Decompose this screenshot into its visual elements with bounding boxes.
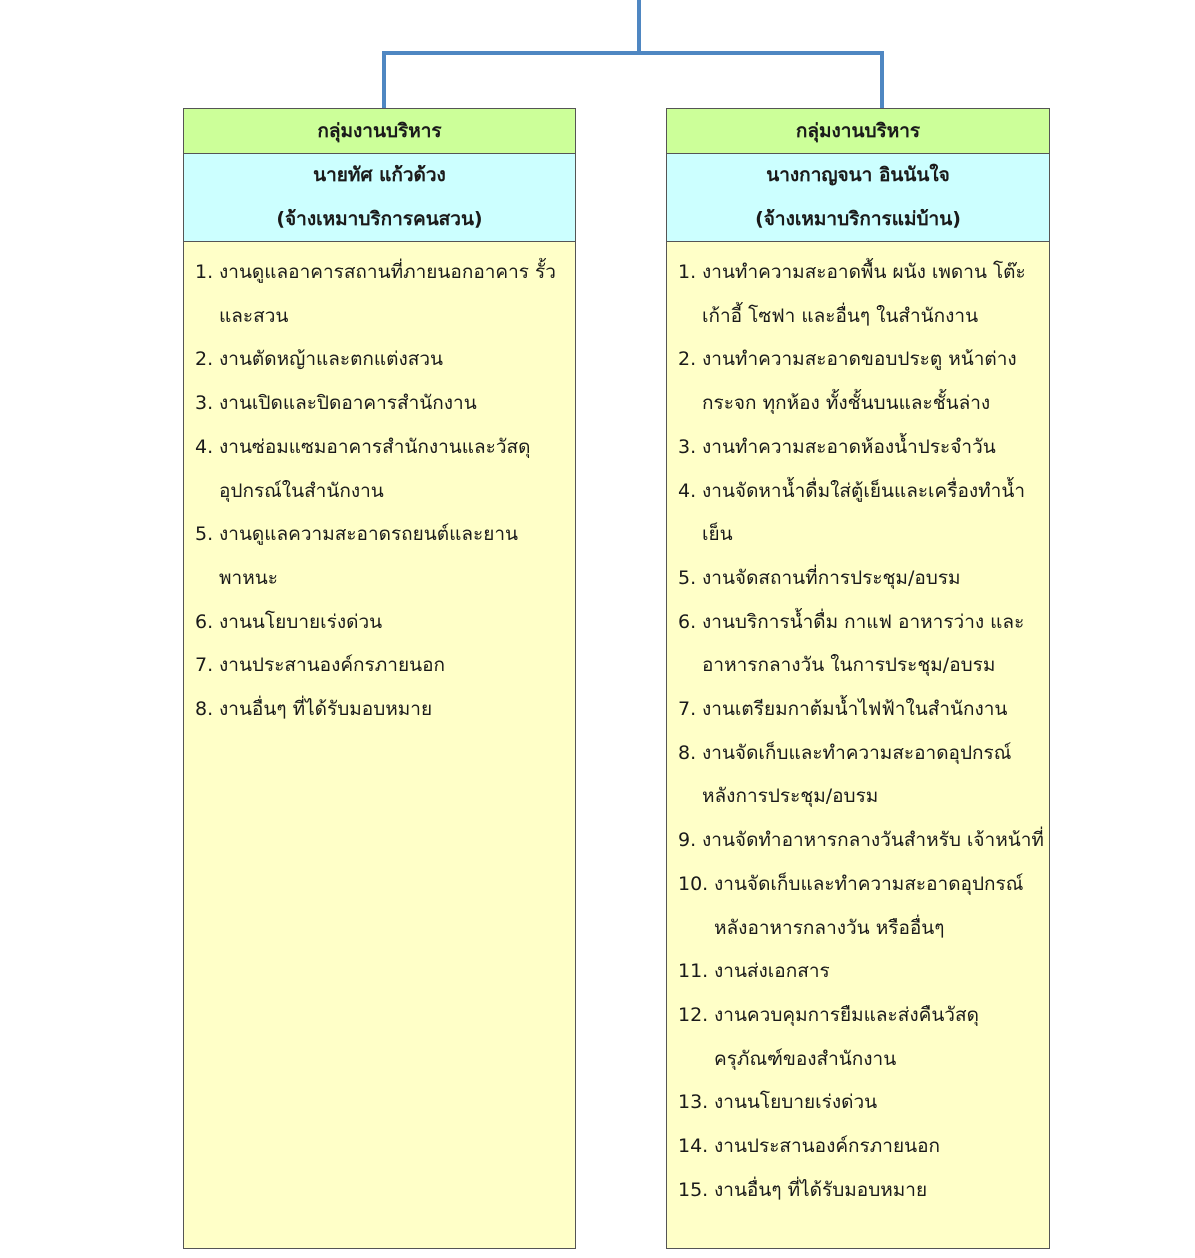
duty-text: งานประสานองค์กรภายนอก	[219, 654, 445, 677]
duty-text: งานเตรียมกาต้มน้ำไฟฟ้าในสำนักงาน	[702, 698, 1008, 721]
duty-text: งานควบคุมการยืมและส่งคืนวัสดุ ครุภัณฑ์ของสำนักงาน	[714, 1003, 979, 1070]
duty-number: 4.	[678, 479, 697, 502]
duty-number: 14.	[678, 1135, 709, 1158]
duty-number: 8.	[195, 698, 214, 721]
duty-list	[667, 242, 1049, 1212]
duty-text: งานดูแลอาคารสถานที่ภายนอกอาคาร รั้ว และสวน	[219, 261, 556, 327]
duty-number: 15.	[678, 1178, 709, 1201]
duty-number: 7.	[678, 698, 697, 721]
duty-text: งานจัดหาน้ำดื่มใส่ตู้เย็นและเครื่องทำน้ำเย็น	[702, 479, 1025, 546]
duty-item	[678, 732, 1049, 819]
duty-number: 10.	[678, 872, 709, 895]
card-group-header: กลุ่มงานบริหาร	[667, 109, 1049, 154]
duty-item	[195, 688, 569, 732]
duty-item	[678, 819, 1049, 863]
duty-number: 3.	[195, 392, 214, 415]
duty-item	[678, 426, 1049, 470]
duty-text: งานดูแลความสะอาดรถยนต์และยานพาหนะ	[219, 523, 519, 589]
duty-number: 6.	[678, 610, 697, 633]
duty-item	[678, 1081, 1049, 1125]
duty-item	[195, 513, 569, 600]
duty-number: 3.	[678, 435, 697, 458]
duty-text: งานทำความสะอาดพื้น ผนัง เพดาน โต๊ะ เก้าอี้ โซฟา และอื่นๆ ในสำนักงาน	[702, 261, 1026, 327]
connector-branch	[384, 53, 882, 108]
duty-item	[678, 863, 1049, 950]
duty-list	[184, 242, 575, 732]
duty-number: 1.	[195, 261, 214, 283]
duty-item	[678, 251, 1049, 338]
duty-text: งานจัดเก็บและทำความสะอาดอุปกรณ์ หลังการประชุม/อบรม	[702, 741, 1012, 808]
duty-item	[678, 1125, 1049, 1169]
duty-text: งานส่งเอกสาร	[714, 960, 830, 983]
person-name: นางกาญจนา อินนันใจ	[766, 164, 950, 186]
duty-item	[678, 470, 1049, 557]
duty-number: 1.	[678, 261, 697, 283]
duty-item	[195, 426, 569, 513]
card-person-block	[667, 154, 1049, 242]
duty-item	[678, 557, 1049, 601]
duty-text: งานจัดสถานที่การประชุม/อบรม	[702, 566, 961, 589]
duty-number: 2.	[678, 348, 697, 371]
duty-item	[678, 688, 1049, 732]
duty-text: งานทำความสะอาดขอบประตู หน้าต่าง กระจก ทุกห้อง ทั้งชั้นบนและชั้นล่าง	[702, 348, 1017, 415]
duty-number: 4.	[195, 435, 214, 458]
duty-number: 13.	[678, 1091, 709, 1114]
duty-item	[678, 338, 1049, 425]
org-connector-lines	[0, 0, 1195, 120]
duty-text: งานประสานองค์กรภายนอก	[714, 1135, 940, 1158]
duty-number: 2.	[195, 348, 214, 371]
duty-text: งานบริการน้ำดื่ม กาแฟ อาหารว่าง และ อาหารกลางวัน ในการประชุม/อบรม	[702, 610, 1025, 677]
duty-number: 9.	[678, 829, 697, 852]
card-person-block	[184, 154, 575, 242]
duty-text: งานอื่นๆ ที่ได้รับมอบหมาย	[219, 698, 433, 721]
card-group-header: กลุ่มงานบริหาร	[184, 109, 575, 154]
duty-item	[678, 950, 1049, 994]
duty-number: 12.	[678, 1003, 709, 1026]
person-name: นายทัศ แก้วด้วง	[313, 164, 446, 186]
duty-item	[678, 994, 1049, 1081]
duty-item	[195, 251, 569, 338]
duty-number: 5.	[195, 523, 214, 546]
duty-text: งานตัดหญ้าและตกแต่งสวน	[219, 348, 444, 371]
duty-item	[195, 382, 569, 426]
duty-item	[678, 1169, 1049, 1213]
duty-number: 6.	[195, 610, 214, 633]
duty-item	[195, 644, 569, 688]
duty-text: งานทำความสะอาดห้องน้ำประจำวัน	[702, 435, 996, 458]
org-card-gardener	[183, 108, 576, 1249]
duty-text: งานนโยบายเร่งด่วน	[219, 610, 383, 633]
duty-number: 8.	[678, 741, 697, 764]
duty-item	[195, 338, 569, 382]
duty-text: งานจัดเก็บและทำความสะอาดอุปกรณ์ หลังอาหารกลางวัน หรืออื่นๆ	[714, 872, 1024, 939]
duty-text: งานเปิดและปิดอาคารสำนักงาน	[219, 392, 477, 415]
duty-text: งานจัดทำอาหารกลางวันสำหรับ เจ้าหน้าที่	[702, 829, 1044, 852]
org-card-housekeeper	[666, 108, 1050, 1249]
duty-number: 11.	[678, 960, 709, 983]
duty-text: งานนโยบายเร่งด่วน	[714, 1091, 878, 1114]
duty-text: งานอื่นๆ ที่ได้รับมอบหมาย	[714, 1178, 928, 1201]
duty-text: งานซ่อมแซมอาคารสำนักงานและวัสดุอุปกรณ์ในสำนักงาน	[219, 435, 531, 502]
duty-number: 5.	[678, 566, 697, 589]
person-role: (จ้างเหมาบริการแม่บ้าน)	[755, 208, 961, 230]
duty-item	[195, 601, 569, 645]
person-role: (จ้างเหมาบริการคนสวน)	[276, 208, 483, 230]
duty-item	[678, 601, 1049, 688]
duty-number: 7.	[195, 654, 214, 677]
